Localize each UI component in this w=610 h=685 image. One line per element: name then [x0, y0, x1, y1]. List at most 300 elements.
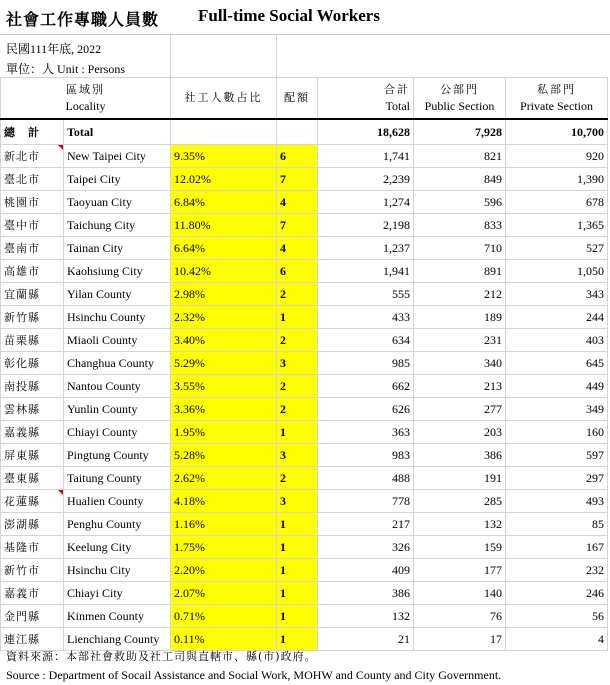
locality-zh-cell-text: 苗栗縣 — [4, 334, 40, 347]
locality-zh-cell-text: 金門縣 — [4, 610, 40, 623]
ratio-cell[interactable] — [171, 191, 277, 214]
locality-zh-cell[interactable] — [1, 191, 64, 214]
private-cell-text: 403 — [586, 332, 605, 347]
total-cell-text: 985 — [392, 355, 411, 370]
private-cell-text: 493 — [586, 493, 605, 508]
locality-en-cell[interactable] — [64, 237, 171, 260]
quota-cell[interactable] — [277, 329, 318, 352]
locality-en-cell-text: Yilan County — [67, 286, 132, 301]
quota-cell[interactable] — [277, 260, 318, 283]
locality-en-cell-text: Keelung City — [67, 539, 132, 554]
quota-cell-text: 3 — [280, 355, 287, 370]
private-cell-text: 297 — [586, 470, 605, 485]
quota-cell[interactable] — [277, 283, 318, 306]
private-cell[interactable] — [506, 145, 608, 168]
table-row — [1, 168, 608, 191]
public-cell-text: 277 — [484, 401, 503, 416]
comment-indicator-icon[interactable] — [58, 145, 63, 150]
ratio-cell[interactable] — [171, 513, 277, 536]
total-cell-text: 363 — [392, 424, 411, 439]
locality-zh-cell[interactable] — [1, 467, 64, 490]
ratio-cell[interactable] — [171, 536, 277, 559]
ratio-cell-text: 0.11% — [174, 631, 205, 646]
source-note-en: Source : Department of Socail Assistance and Social Work, MOHW and County and City Government. — [6, 668, 502, 682]
header-quota[interactable]: 配額 — [277, 78, 318, 120]
ratio-cell[interactable] — [171, 444, 277, 467]
quota-cell[interactable] — [277, 375, 318, 398]
quota-cell-text: 7 — [280, 217, 287, 232]
private-cell-text: 244 — [586, 309, 605, 324]
public-cell-text: 710 — [484, 240, 503, 255]
total-cell[interactable] — [318, 283, 414, 306]
public-cell[interactable] — [414, 444, 506, 467]
public-cell[interactable] — [414, 329, 506, 352]
total-cell[interactable] — [318, 352, 414, 375]
public-cell[interactable] — [414, 283, 506, 306]
private-cell-text: 645 — [586, 355, 605, 370]
locality-en-cell-text: Penghu County — [67, 516, 142, 531]
header-private[interactable]: 私部門 Private Section — [506, 78, 608, 120]
public-cell[interactable] — [414, 260, 506, 283]
quota-cell-text: 4 — [280, 194, 287, 209]
ratio-cell-text: 2.20% — [174, 562, 206, 577]
total-cell-text: 634 — [392, 332, 411, 347]
ratio-cell[interactable] — [171, 214, 277, 237]
quota-cell-text: 1 — [280, 562, 287, 577]
locality-en-cell[interactable] — [64, 536, 171, 559]
quota-cell[interactable] — [277, 191, 318, 214]
total-cell[interactable] — [318, 559, 414, 582]
locality-zh-cell[interactable] — [1, 145, 64, 168]
private-cell[interactable] — [506, 444, 608, 467]
private-cell-text: 167 — [586, 539, 605, 554]
public-cell-text: 891 — [484, 263, 503, 278]
quota-cell[interactable] — [277, 421, 318, 444]
total-cell[interactable] — [318, 536, 414, 559]
private-cell-text: 597 — [586, 447, 605, 462]
table-row — [1, 605, 608, 628]
quota-cell-text: 3 — [280, 493, 287, 508]
quota-cell[interactable] — [277, 490, 318, 513]
private-cell[interactable] — [506, 352, 608, 375]
total-cell[interactable] — [318, 237, 414, 260]
locality-en-cell-text: Hsinchu City — [67, 562, 131, 577]
private-cell[interactable] — [506, 421, 608, 444]
locality-zh-cell-text: 彰化縣 — [4, 357, 40, 370]
ratio-cell-text: 3.36% — [174, 401, 206, 416]
ratio-cell-text: 0.71% — [174, 608, 206, 623]
public-cell[interactable] — [414, 214, 506, 237]
public-cell-text: 596 — [484, 194, 503, 209]
locality-zh-cell[interactable] — [1, 214, 64, 237]
locality-en-cell[interactable] — [64, 444, 171, 467]
locality-en-cell[interactable] — [64, 582, 171, 605]
total-cell-text: 1,274 — [383, 194, 411, 209]
public-cell[interactable] — [414, 375, 506, 398]
total-cell[interactable] — [318, 513, 414, 536]
ratio-cell[interactable] — [171, 467, 277, 490]
private-cell-text: 349 — [586, 401, 605, 416]
locality-zh-cell-text: 基隆市 — [4, 541, 40, 554]
title-zh: 社會工作專職人員數 — [6, 10, 160, 29]
quota-cell[interactable] — [277, 398, 318, 421]
private-cell[interactable] — [506, 513, 608, 536]
locality-zh-cell-text: 新竹縣 — [4, 311, 40, 324]
locality-zh-cell[interactable] — [1, 398, 64, 421]
ratio-cell[interactable] — [171, 237, 277, 260]
total-cell[interactable] — [318, 375, 414, 398]
locality-en-cell-text: Changhua County — [67, 355, 154, 370]
ratio-cell[interactable] — [171, 283, 277, 306]
total-quota-cell[interactable] — [277, 119, 318, 145]
public-cell[interactable] — [414, 398, 506, 421]
public-cell-text: 132 — [484, 516, 503, 531]
ratio-cell-text: 12.02% — [174, 171, 212, 186]
table-row — [1, 444, 608, 467]
ratio-cell[interactable] — [171, 375, 277, 398]
total-label-en[interactable]: Total — [64, 119, 171, 145]
locality-en-cell[interactable] — [64, 490, 171, 513]
public-cell[interactable] — [414, 490, 506, 513]
private-cell-text: 246 — [586, 585, 605, 600]
total-cell-text: 626 — [392, 401, 411, 416]
private-cell[interactable] — [506, 398, 608, 421]
locality-en-cell[interactable] — [64, 513, 171, 536]
public-cell[interactable] — [414, 605, 506, 628]
quota-cell[interactable] — [277, 306, 318, 329]
locality-zh-cell-text: 臺中市 — [4, 219, 40, 232]
quota-cell-text: 1 — [280, 516, 287, 531]
locality-en-cell[interactable] — [64, 352, 171, 375]
quota-cell-text: 2 — [280, 286, 287, 301]
locality-zh-cell-text: 新北市 — [4, 150, 40, 163]
total-cell-text: 662 — [392, 378, 411, 393]
locality-en-cell[interactable] — [64, 421, 171, 444]
total-private[interactable]: 10,700 — [506, 119, 608, 145]
public-cell-text: 191 — [484, 470, 503, 485]
locality-zh-cell[interactable] — [1, 168, 64, 191]
table-row — [1, 582, 608, 605]
locality-en-cell[interactable] — [64, 260, 171, 283]
locality-en-cell-text: Yunlin County — [67, 401, 138, 416]
private-cell-text: 920 — [586, 148, 605, 163]
quota-cell[interactable] — [277, 513, 318, 536]
total-cell[interactable] — [318, 582, 414, 605]
source-note-zh: 資料來源：本部社會救助及社工司與直轄市、縣(市)政府。 — [6, 650, 317, 663]
locality-zh-cell-text: 澎湖縣 — [4, 518, 40, 531]
header-locality[interactable]: 區域別 Locality — [1, 78, 171, 120]
locality-zh-cell[interactable] — [1, 237, 64, 260]
quota-cell[interactable] — [277, 145, 318, 168]
locality-en-cell[interactable] — [64, 145, 171, 168]
public-cell-text: 386 — [484, 447, 503, 462]
total-row — [1, 119, 608, 145]
public-cell[interactable] — [414, 559, 506, 582]
public-cell-text: 140 — [484, 585, 503, 600]
table-row — [1, 352, 608, 375]
total-cell-text: 778 — [392, 493, 411, 508]
quota-cell[interactable] — [277, 168, 318, 191]
quota-cell-text: 1 — [280, 539, 287, 554]
ratio-cell-text: 11.80% — [174, 217, 211, 232]
ratio-cell[interactable] — [171, 329, 277, 352]
table-row — [1, 214, 608, 237]
table-row — [1, 145, 608, 168]
ratio-cell[interactable] — [171, 398, 277, 421]
quota-cell-text: 4 — [280, 240, 287, 255]
quota-cell-text: 3 — [280, 447, 287, 462]
table-row — [1, 536, 608, 559]
total-cell-text: 21 — [398, 631, 411, 646]
ratio-cell[interactable] — [171, 145, 277, 168]
locality-zh-cell-text: 臺南市 — [4, 242, 40, 255]
ratio-cell-text: 10.42% — [174, 263, 212, 278]
ratio-cell[interactable] — [171, 306, 277, 329]
public-cell[interactable] — [414, 467, 506, 490]
private-cell[interactable] — [506, 260, 608, 283]
locality-en-cell[interactable] — [64, 168, 171, 191]
locality-en-cell-text: Taitung County — [67, 470, 142, 485]
unit-label: 單位：人 Unit : Persons — [6, 62, 126, 76]
public-cell-text: 17 — [490, 631, 503, 646]
total-cell[interactable] — [318, 260, 414, 283]
header-public[interactable]: 公部門 Public Section — [414, 78, 506, 120]
locality-en-cell-text: Kaohsiung City — [67, 263, 143, 278]
total-cell-text: 1,741 — [383, 148, 411, 163]
private-cell-text: 1,365 — [577, 217, 605, 232]
total-cell-text: 2,239 — [383, 171, 411, 186]
locality-en-cell-text: Kinmen County — [67, 608, 144, 623]
locality-zh-cell[interactable] — [1, 421, 64, 444]
public-cell-text: 849 — [484, 171, 503, 186]
table-row — [1, 191, 608, 214]
ratio-cell-text: 9.35% — [174, 148, 206, 163]
private-cell[interactable] — [506, 559, 608, 582]
private-cell[interactable] — [506, 214, 608, 237]
public-cell-text: 76 — [490, 608, 503, 623]
ratio-cell-text: 2.98% — [174, 286, 206, 301]
locality-zh-cell-text: 花蓮縣 — [4, 495, 40, 508]
locality-zh-cell-text: 屏東縣 — [4, 449, 40, 462]
ratio-cell-text: 1.95% — [174, 424, 206, 439]
quota-cell-text: 1 — [280, 424, 287, 439]
locality-en-cell[interactable] — [64, 398, 171, 421]
locality-zh-cell[interactable] — [1, 306, 64, 329]
total-label-zh[interactable]: 總 計 — [1, 119, 64, 145]
public-cell[interactable] — [414, 237, 506, 260]
ratio-cell[interactable] — [171, 605, 277, 628]
ratio-cell[interactable] — [171, 260, 277, 283]
locality-zh-cell[interactable] — [1, 605, 64, 628]
locality-zh-cell[interactable] — [1, 444, 64, 467]
total-total[interactable]: 18,628 — [318, 119, 414, 145]
ratio-cell[interactable] — [171, 168, 277, 191]
public-cell[interactable] — [414, 191, 506, 214]
total-cell-text: 2,198 — [383, 217, 411, 232]
private-cell[interactable] — [506, 375, 608, 398]
locality-en-cell-text: New Taipei City — [67, 148, 146, 163]
locality-zh-cell[interactable] — [1, 260, 64, 283]
total-public[interactable]: 7,928 — [414, 119, 506, 145]
table-row — [1, 375, 608, 398]
quota-cell[interactable] — [277, 214, 318, 237]
total-cell[interactable] — [318, 398, 414, 421]
public-cell[interactable] — [414, 536, 506, 559]
ratio-cell[interactable] — [171, 352, 277, 375]
total-cell[interactable] — [318, 628, 414, 651]
ratio-cell-text: 3.40% — [174, 332, 206, 347]
public-cell[interactable] — [414, 513, 506, 536]
total-cell[interactable] — [318, 444, 414, 467]
private-cell[interactable] — [506, 283, 608, 306]
locality-zh-cell[interactable] — [1, 283, 64, 306]
total-cell[interactable] — [318, 329, 414, 352]
locality-zh-cell-text: 臺北市 — [4, 173, 40, 186]
quota-cell-text: 6 — [280, 263, 287, 278]
public-cell-text: 340 — [484, 355, 503, 370]
locality-zh-cell-text: 南投縣 — [4, 380, 40, 393]
locality-zh-cell[interactable] — [1, 559, 64, 582]
title-en: Full-time Social Workers — [198, 6, 380, 25]
private-cell-text: 160 — [586, 424, 605, 439]
locality-en-cell-text: Taipei City — [67, 171, 121, 186]
table-row — [1, 559, 608, 582]
ratio-cell[interactable] — [171, 490, 277, 513]
locality-en-cell[interactable] — [64, 605, 171, 628]
locality-zh-cell[interactable] — [1, 490, 64, 513]
total-cell[interactable] — [318, 168, 414, 191]
quota-cell[interactable] — [277, 352, 318, 375]
ratio-cell-text: 3.55% — [174, 378, 206, 393]
quota-cell[interactable] — [277, 237, 318, 260]
public-cell[interactable] — [414, 306, 506, 329]
locality-en-cell[interactable] — [64, 306, 171, 329]
private-cell[interactable] — [506, 628, 608, 651]
total-cell[interactable] — [318, 490, 414, 513]
total-cell-text: 488 — [392, 470, 411, 485]
private-cell[interactable] — [506, 467, 608, 490]
public-cell[interactable] — [414, 421, 506, 444]
locality-zh-cell-text: 連江縣 — [4, 633, 40, 646]
total-cell-text: 1,237 — [383, 240, 411, 255]
total-cell[interactable] — [318, 605, 414, 628]
private-cell-text: 527 — [586, 240, 605, 255]
public-cell[interactable] — [414, 582, 506, 605]
public-cell-text: 285 — [484, 493, 503, 508]
private-cell[interactable] — [506, 306, 608, 329]
locality-zh-cell[interactable] — [1, 329, 64, 352]
total-cell-text: 555 — [392, 286, 411, 301]
quota-cell-text: 6 — [280, 148, 287, 163]
comment-indicator-icon[interactable] — [58, 490, 63, 495]
locality-en-cell-text: Lienchiang County — [67, 631, 160, 646]
locality-zh-cell[interactable] — [1, 352, 64, 375]
private-cell-text: 678 — [586, 194, 605, 209]
quota-cell[interactable] — [277, 467, 318, 490]
locality-zh-cell[interactable] — [1, 375, 64, 398]
private-cell[interactable] — [506, 237, 608, 260]
total-pct-cell[interactable] — [171, 119, 277, 145]
private-cell[interactable] — [506, 168, 608, 191]
locality-en-cell-text: Chiayi City — [67, 585, 123, 600]
locality-en-cell[interactable] — [64, 375, 171, 398]
total-cell[interactable] — [318, 191, 414, 214]
locality-zh-cell[interactable] — [1, 513, 64, 536]
ratio-cell[interactable] — [171, 559, 277, 582]
locality-en-cell-text: Miaoli County — [67, 332, 138, 347]
locality-en-cell[interactable] — [64, 559, 171, 582]
total-cell[interactable] — [318, 145, 414, 168]
public-cell[interactable] — [414, 352, 506, 375]
private-cell[interactable] — [506, 582, 608, 605]
locality-en-cell-text: Taoyuan City — [67, 194, 132, 209]
total-cell[interactable] — [318, 214, 414, 237]
quota-cell[interactable] — [277, 559, 318, 582]
locality-en-cell[interactable] — [64, 329, 171, 352]
ratio-cell-text: 2.32% — [174, 309, 206, 324]
locality-zh-cell-text: 雲林縣 — [4, 403, 40, 416]
locality-en-cell[interactable] — [64, 283, 171, 306]
public-cell-text: 821 — [484, 148, 503, 163]
ratio-cell-text: 1.16% — [174, 516, 206, 531]
quota-cell-text: 1 — [280, 585, 287, 600]
ratio-cell-text: 6.84% — [174, 194, 206, 209]
quota-cell[interactable] — [277, 444, 318, 467]
table-row — [1, 398, 608, 421]
header-ratio[interactable]: 社工人數占比 — [171, 78, 277, 120]
public-cell[interactable] — [414, 628, 506, 651]
ratio-cell[interactable] — [171, 421, 277, 444]
total-cell[interactable] — [318, 467, 414, 490]
private-cell-text: 232 — [586, 562, 605, 577]
public-cell[interactable] — [414, 168, 506, 191]
locality-en-cell[interactable] — [64, 467, 171, 490]
ratio-cell[interactable] — [171, 582, 277, 605]
total-cell-text: 983 — [392, 447, 411, 462]
header-total[interactable]: 合計 Total — [318, 78, 414, 120]
private-cell[interactable] — [506, 605, 608, 628]
locality-zh-cell-text: 高雄市 — [4, 265, 40, 278]
locality-zh-cell-text: 臺東縣 — [4, 472, 40, 485]
private-cell[interactable] — [506, 536, 608, 559]
total-cell-text: 1,941 — [383, 263, 411, 278]
table-row — [1, 306, 608, 329]
ratio-cell-text: 5.29% — [174, 355, 206, 370]
title-row — [0, 0, 610, 35]
total-cell[interactable] — [318, 421, 414, 444]
total-cell-text: 217 — [392, 516, 411, 531]
locality-zh-cell-text: 嘉義縣 — [4, 426, 40, 439]
quota-cell-text: 2 — [280, 401, 287, 416]
quota-cell[interactable] — [277, 536, 318, 559]
private-cell[interactable] — [506, 191, 608, 214]
locality-zh-cell[interactable] — [1, 582, 64, 605]
total-cell[interactable] — [318, 306, 414, 329]
private-cell[interactable] — [506, 490, 608, 513]
locality-zh-cell-text: 宜蘭縣 — [4, 288, 40, 301]
private-cell[interactable] — [506, 329, 608, 352]
locality-zh-cell[interactable] — [1, 536, 64, 559]
quota-cell[interactable] — [277, 605, 318, 628]
quota-cell[interactable] — [277, 582, 318, 605]
private-cell-text: 1,050 — [577, 263, 605, 278]
public-cell[interactable] — [414, 145, 506, 168]
ratio-cell-text: 5.28% — [174, 447, 206, 462]
locality-en-cell[interactable] — [64, 191, 171, 214]
locality-en-cell-text: Pingtung County — [67, 447, 149, 462]
locality-en-cell-text: Chiayi County — [67, 424, 138, 439]
locality-en-cell[interactable] — [64, 214, 171, 237]
